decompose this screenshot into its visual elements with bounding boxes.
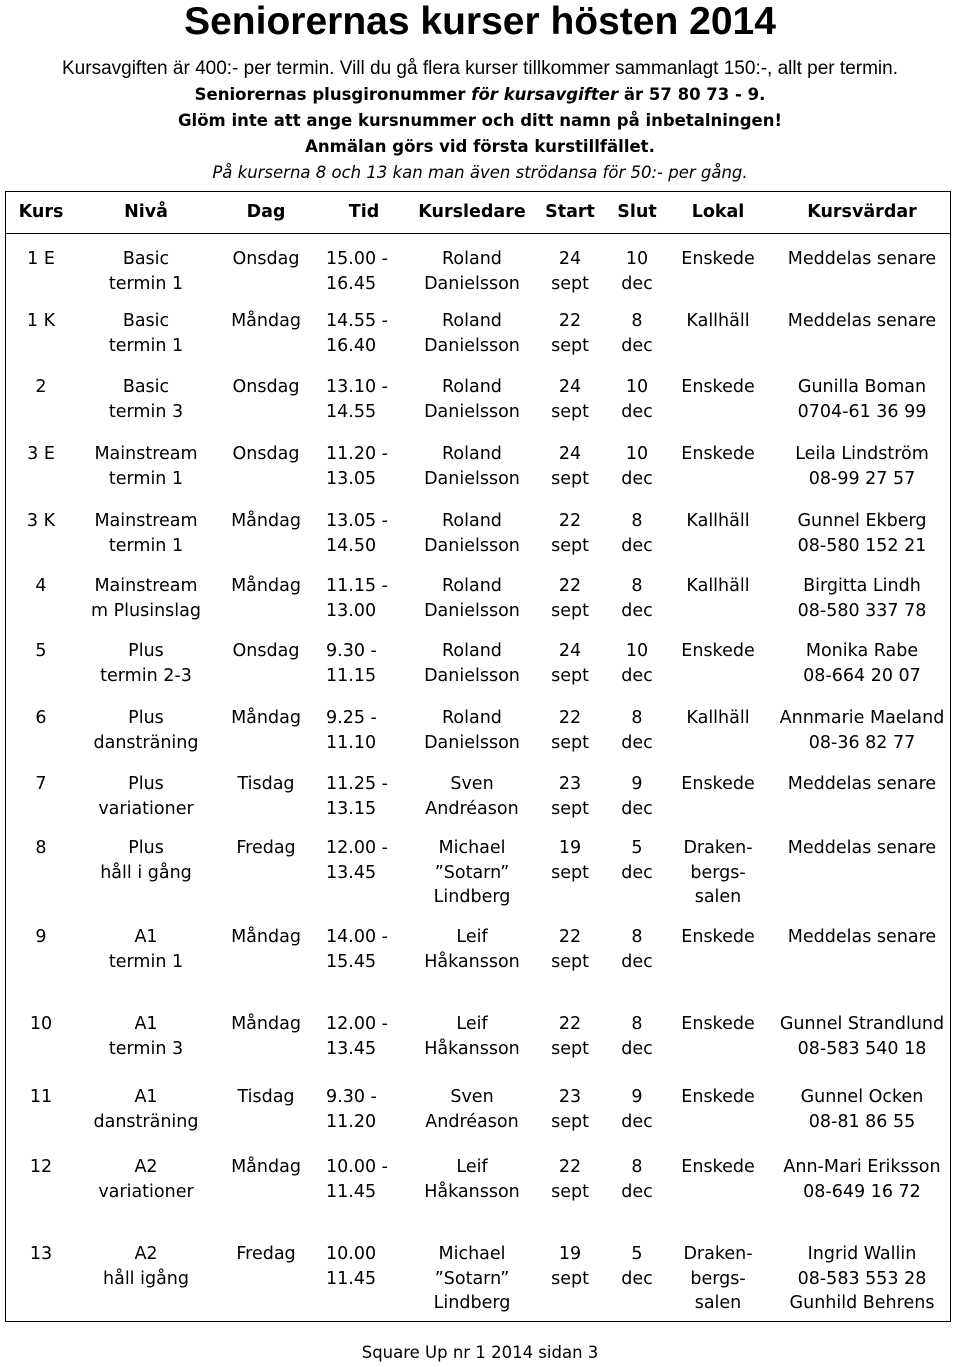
table-row [0,1242,960,1322]
cell-kurs: 8 [35,838,47,858]
cell-dag: Måndag [231,1157,301,1177]
cell-lokal: Enskede [681,774,755,794]
table-row [0,1012,960,1092]
cell-kurs: 12 [29,1157,53,1177]
cell-tid: 10.00 - 11.45 [326,1157,388,1202]
cell-niva: Basic termin 3 [108,377,184,422]
cell-start: 23 sept [551,774,589,819]
header-divider [6,233,950,234]
cell-kurs: 11 [29,1087,53,1107]
cell-niva: Basic termin 1 [108,311,184,356]
cell-tid: 12.00 - 13.45 [326,1014,388,1059]
cell-niva: Plus variationer [98,774,194,819]
cell-dag: Tisdag [237,774,295,794]
intro-registration: Anmälan görs vid första kurstillfället. [305,137,655,156]
cell-start: 24 sept [551,444,589,489]
cell-kursledare: Michael ”Sotarn” Lindberg [433,838,511,907]
cell-lokal: Enskede [681,927,755,947]
cell-tid: 9.25 - 11.10 [326,708,377,753]
cell-kurs: 10 [29,1014,53,1034]
cell-slut: 10 dec [621,444,653,489]
cell-kursledare: Leif Håkansson [424,1157,520,1202]
cell-kursvardar: Gunnel Ocken 08-81 86 55 [800,1087,924,1132]
cell-kursledare: Roland Danielsson [424,444,520,489]
cell-dag: Måndag [231,708,301,728]
cell-kursvardar: Monika Rabe 08-664 20 07 [803,641,921,686]
cell-kurs: 6 [35,708,47,728]
cell-start: 22 sept [551,1014,589,1059]
cell-tid: 11.25 - 13.15 [326,774,388,819]
intro-plusgiro [0,82,960,108]
cell-niva: Plus termin 2-3 [100,641,192,686]
cell-kursvardar: Gunnel Ekberg 08-580 152 21 [797,511,927,556]
cell-kurs: 1 E [27,249,55,269]
header-niva: Nivå [124,202,168,222]
cell-lokal: Enskede [681,249,755,269]
cell-slut: 8 dec [621,1157,653,1202]
cell-start: 24 sept [551,249,589,294]
header-start: Start [545,202,595,222]
cell-dag: Tisdag [237,1087,295,1107]
cell-kursledare: Roland Danielsson [424,708,520,753]
cell-kurs: 3 K [26,511,56,531]
cell-kursledare: Leif Håkansson [424,1014,520,1059]
cell-slut: 8 dec [621,576,653,621]
cell-slut: 5 dec [621,838,653,883]
cell-kursledare: Roland Danielsson [424,249,520,294]
cell-kursvardar: Meddelas senare [787,774,937,794]
cell-start: 22 sept [551,576,589,621]
cell-niva: A2 variationer [98,1157,194,1202]
cell-niva: Plus håll i gång [100,838,192,883]
cell-kursvardar: Meddelas senare [787,311,937,331]
cell-kurs: 9 [35,927,47,947]
header-dag: Dag [246,202,286,222]
header-kurs: Kurs [18,202,64,222]
cell-niva: Plus dansträning [93,708,199,753]
cell-start: 22 sept [551,927,589,972]
cell-dag: Fredag [236,1244,296,1264]
cell-dag: Måndag [231,511,301,531]
cell-dag: Onsdag [232,444,300,464]
cell-kurs: 13 [29,1244,53,1264]
cell-kursvardar: Meddelas senare [787,927,937,947]
plusgiro-purpose: för kursavgifter [471,85,619,104]
cell-kursledare: Michael ”Sotarn” Lindberg [433,1244,511,1313]
cell-lokal: Kallhäll [686,311,750,331]
cell-dag: Måndag [231,1014,301,1034]
cell-kursvardar: Gunnel Strandlund 08-583 540 18 [779,1014,945,1059]
cell-start: 19 sept [551,838,589,883]
cell-slut: 8 dec [621,311,653,356]
cell-lokal: Kallhäll [686,576,750,596]
cell-dag: Onsdag [232,377,300,397]
cell-slut: 10 dec [621,641,653,686]
cell-kursvardar: Birgitta Lindh 08-580 337 78 [797,576,927,621]
table-row [0,836,960,916]
cell-kurs: 5 [35,641,47,661]
cell-start: 23 sept [551,1087,589,1132]
cell-dag: Fredag [236,838,296,858]
cell-start: 24 sept [551,641,589,686]
table-row [0,1085,960,1165]
cell-kursvardar: Leila Lindström 08-99 27 57 [795,444,929,489]
cell-kursvardar: Annmarie Maeland 08-36 82 77 [779,708,945,753]
cell-slut: 9 dec [621,774,653,819]
cell-kursledare: Roland Danielsson [424,641,520,686]
cell-tid: 11.15 - 13.00 [326,576,388,621]
cell-lokal: Enskede [681,377,755,397]
cell-kursledare: Roland Danielsson [424,576,520,621]
cell-lokal: Draken- bergs- salen [683,1244,753,1313]
cell-start: 22 sept [551,1157,589,1202]
cell-dag: Onsdag [232,249,300,269]
cell-lokal: Draken- bergs- salen [683,838,753,907]
cell-kurs: 7 [35,774,47,794]
cell-dag: Onsdag [232,641,300,661]
cell-start: 19 sept [551,1244,589,1289]
cell-niva: Mainstream termin 1 [94,444,198,489]
cell-lokal: Enskede [681,1157,755,1177]
cell-start: 22 sept [551,311,589,356]
cell-lokal: Kallhäll [686,511,750,531]
cell-slut: 10 dec [621,377,653,422]
page-footer: Square Up nr 1 2014 sidan 3 [361,1343,599,1362]
cell-kursvardar: Ann-Mari Eriksson 08-649 16 72 [783,1157,941,1202]
header-lokal: Lokal [691,202,745,222]
cell-tid: 11.20 - 13.05 [326,444,388,489]
cell-slut: 8 dec [621,708,653,753]
cell-niva: A1 termin 1 [108,927,184,972]
cell-tid: 13.05 - 14.50 [326,511,388,556]
cell-lokal: Enskede [681,641,755,661]
cell-dag: Måndag [231,576,301,596]
cell-slut: 8 dec [621,927,653,972]
cell-kursledare: Sven Andréason [425,1087,519,1132]
header-tid: Tid [348,202,380,222]
cell-kursledare: Leif Håkansson [424,927,520,972]
cell-niva: Mainstream m Plusinslag [91,576,201,621]
cell-slut: 8 dec [621,1014,653,1059]
plusgiro-number: är 57 80 73 - 9. [618,85,766,104]
header-kursledare: Kursledare [418,202,526,222]
cell-tid: 9.30 - 11.20 [326,1087,377,1132]
cell-slut: 5 dec [621,1244,653,1289]
plusgiro-label: Seniorernas plusgironummer [194,85,472,104]
cell-kurs: 2 [35,377,47,397]
cell-tid: 10.00 11.45 [326,1244,377,1289]
cell-tid: 13.10 - 14.55 [326,377,388,422]
cell-kursledare: Sven Andréason [425,774,519,819]
page-title: Seniorernas kurser hösten 2014 [184,0,776,43]
cell-niva: A1 termin 3 [108,1014,184,1059]
header-slut: Slut [617,202,657,222]
cell-kursvardar: Meddelas senare [787,249,937,269]
table-row [0,1155,960,1235]
cell-kurs: 1 K [26,311,56,331]
cell-kursledare: Roland Danielsson [424,311,520,356]
cell-kursvardar: Gunilla Boman 0704-61 36 99 [797,377,927,422]
cell-dag: Måndag [231,311,301,331]
cell-lokal: Kallhäll [686,708,750,728]
cell-lokal: Enskede [681,1087,755,1107]
cell-niva: A1 dansträning [93,1087,199,1132]
cell-kurs: 4 [35,576,47,596]
intro-fee: Kursavgiften är 400:- per termin. Vill du gå flera kurser tillkommer sammanlagt 150:-, allt per termin. [62,58,898,79]
cell-slut: 9 dec [621,1087,653,1132]
cell-start: 22 sept [551,511,589,556]
cell-start: 24 sept [551,377,589,422]
cell-lokal: Enskede [681,1014,755,1034]
intro-text [0,56,960,186]
cell-start: 22 sept [551,708,589,753]
intro-dropin: På kurserna 8 och 13 kan man även strödansa för 50:- per gång. [212,163,748,182]
cell-tid: 14.55 - 16.40 [326,311,388,356]
cell-kursledare: Roland Danielsson [424,377,520,422]
header-kursvardar: Kursvärdar [807,202,917,222]
cell-dag: Måndag [231,927,301,947]
cell-niva: Mainstream termin 1 [94,511,198,556]
cell-tid: 12.00 - 13.45 [326,838,388,883]
cell-lokal: Enskede [681,444,755,464]
cell-kurs: 3 E [27,444,55,464]
cell-niva: Basic termin 1 [108,249,184,294]
cell-kursvardar: Meddelas senare [787,838,937,858]
cell-tid: 15.00 - 16.45 [326,249,388,294]
cell-kursledare: Roland Danielsson [424,511,520,556]
intro-reminder: Glöm inte att ange kursnummer och ditt namn på inbetalningen! [178,111,782,130]
cell-kursvardar: Ingrid Wallin 08-583 553 28 Gunhild Behrens [789,1244,935,1313]
cell-tid: 9.30 - 11.15 [326,641,377,686]
cell-slut: 8 dec [621,511,653,556]
cell-slut: 10 dec [621,249,653,294]
cell-niva: A2 håll igång [103,1244,189,1289]
table-row [0,925,960,1005]
cell-tid: 14.00 - 15.45 [326,927,388,972]
